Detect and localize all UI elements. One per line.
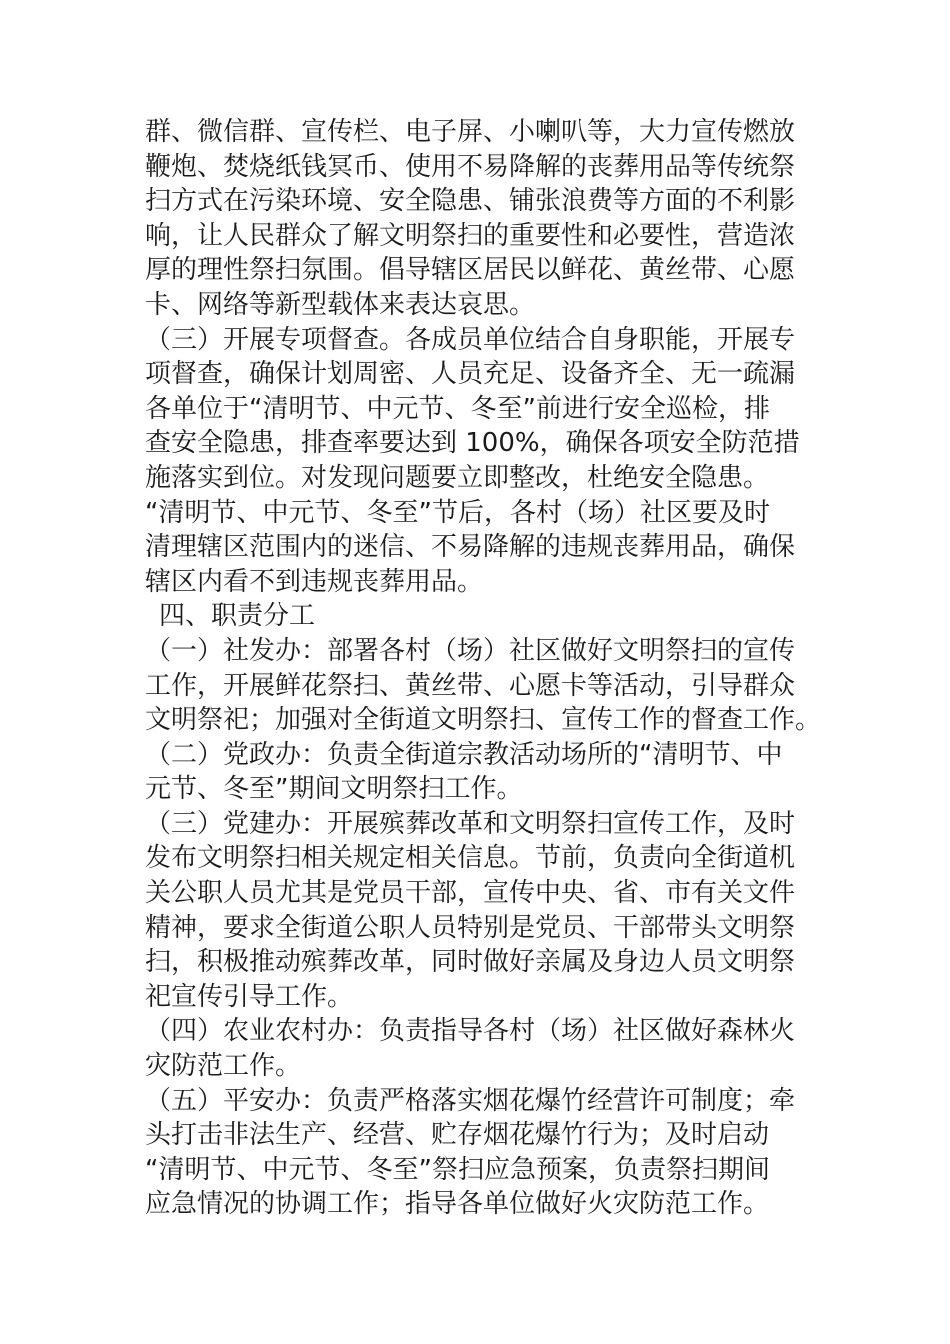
text-line: “清明节、中元节、冬至”祭扫应急预案，负责祭扫期间 (145, 1154, 770, 1185)
paragraph-first-line: （四）农业农村办：负责指导各村（场）社区做好森林火 (145, 1016, 796, 1047)
text-line: “清明节、中元节、冬至”节后，各村（场）社区要及时 (145, 497, 770, 528)
text-line: 清理辖区范围内的迷信、不易降解的违规丧葬用品，确保 (145, 532, 796, 563)
text-line: 施落实到位。对发现问题要立即整改，杜绝安全隐患。 (145, 462, 770, 493)
text-line: 响，让人民群众了解文明祭扫的重要性和必要性，营造浓 (145, 220, 796, 251)
paragraph-first-line: （二）党政办：负责全街道宗教活动场所的“清明节、中 (145, 739, 783, 770)
text-line: 鞭炮、焚烧纸钱冥币、使用不易降解的丧葬用品等传统祭 (145, 151, 796, 182)
text-line: 工作，开展鲜花祭扫、黄丝带、心愿卡等活动，引导群众 (145, 670, 796, 701)
text-line: 厚的理性祭扫氛围。倡导辖区居民以鲜花、黄丝带、心愿 (145, 255, 796, 286)
text-line: 祀宣传引导工作。 (145, 981, 354, 1012)
text-line: 查安全隐患，排查率要达到 100%，确保各项安全防范措 (145, 428, 800, 459)
text-line: 元节、冬至”期间文明祭扫工作。 (145, 774, 523, 805)
text-line: 灾防范工作。 (145, 1051, 302, 1082)
text-line: 扫方式在污染环境、安全隐患、铺张浪费等方面的不利影 (145, 186, 796, 217)
text-line: 关公职人员尤其是党员干部，宣传中央、省、市有关文件 (145, 878, 796, 909)
text-line: 群、微信群、宣传栏、电子屏、小喇叭等，大力宣传燃放 (145, 117, 796, 147)
paragraph-first-line: （三）开展专项督查。各成员单位结合自身职能，开展专 (145, 324, 796, 355)
text-line: 文明祭祀；加强对全街道文明祭扫、宣传工作的督查工作。 (145, 705, 822, 736)
paragraph-first-line: （三）党建办：开展殡葬改革和文明祭扫宣传工作，及时 (145, 808, 796, 839)
text-line: 应急情况的协调工作；指导各单位做好火灾防范工作。 (145, 1189, 770, 1220)
section-heading: 四、职责分工 (159, 601, 316, 632)
text-line: 各单位于“清明节、中元节、冬至”前进行安全巡检，排 (145, 393, 770, 424)
text-line: 卡、网络等新型载体来表达哀思。 (145, 289, 536, 320)
text-line: 辖区内看不到违规丧葬用品。 (145, 566, 484, 597)
paragraph-first-line: （一）社发办：部署各村（场）社区做好文明祭扫的宣传 (145, 635, 796, 666)
text-line: 精神，要求全街道公职人员特别是党员、干部带头文明祭 (145, 912, 796, 943)
text-line: 项督查，确保计划周密、人员充足、设备齐全、无一疏漏 (145, 359, 796, 390)
text-line: 头打击非法生产、经营、贮存烟花爆竹行为；及时启动 (145, 1120, 770, 1151)
document-body (145, 115, 822, 1222)
paragraph-first-line: （五）平安办：负责严格落实烟花爆竹经营许可制度；牵 (145, 1085, 796, 1116)
text-line: 发布文明祭扫相关规定相关信息。节前，负责向全街道机 (145, 843, 796, 874)
text-line: 扫，积极推动殡葬改革，同时做好亲属及身边人员文明祭 (145, 947, 796, 978)
